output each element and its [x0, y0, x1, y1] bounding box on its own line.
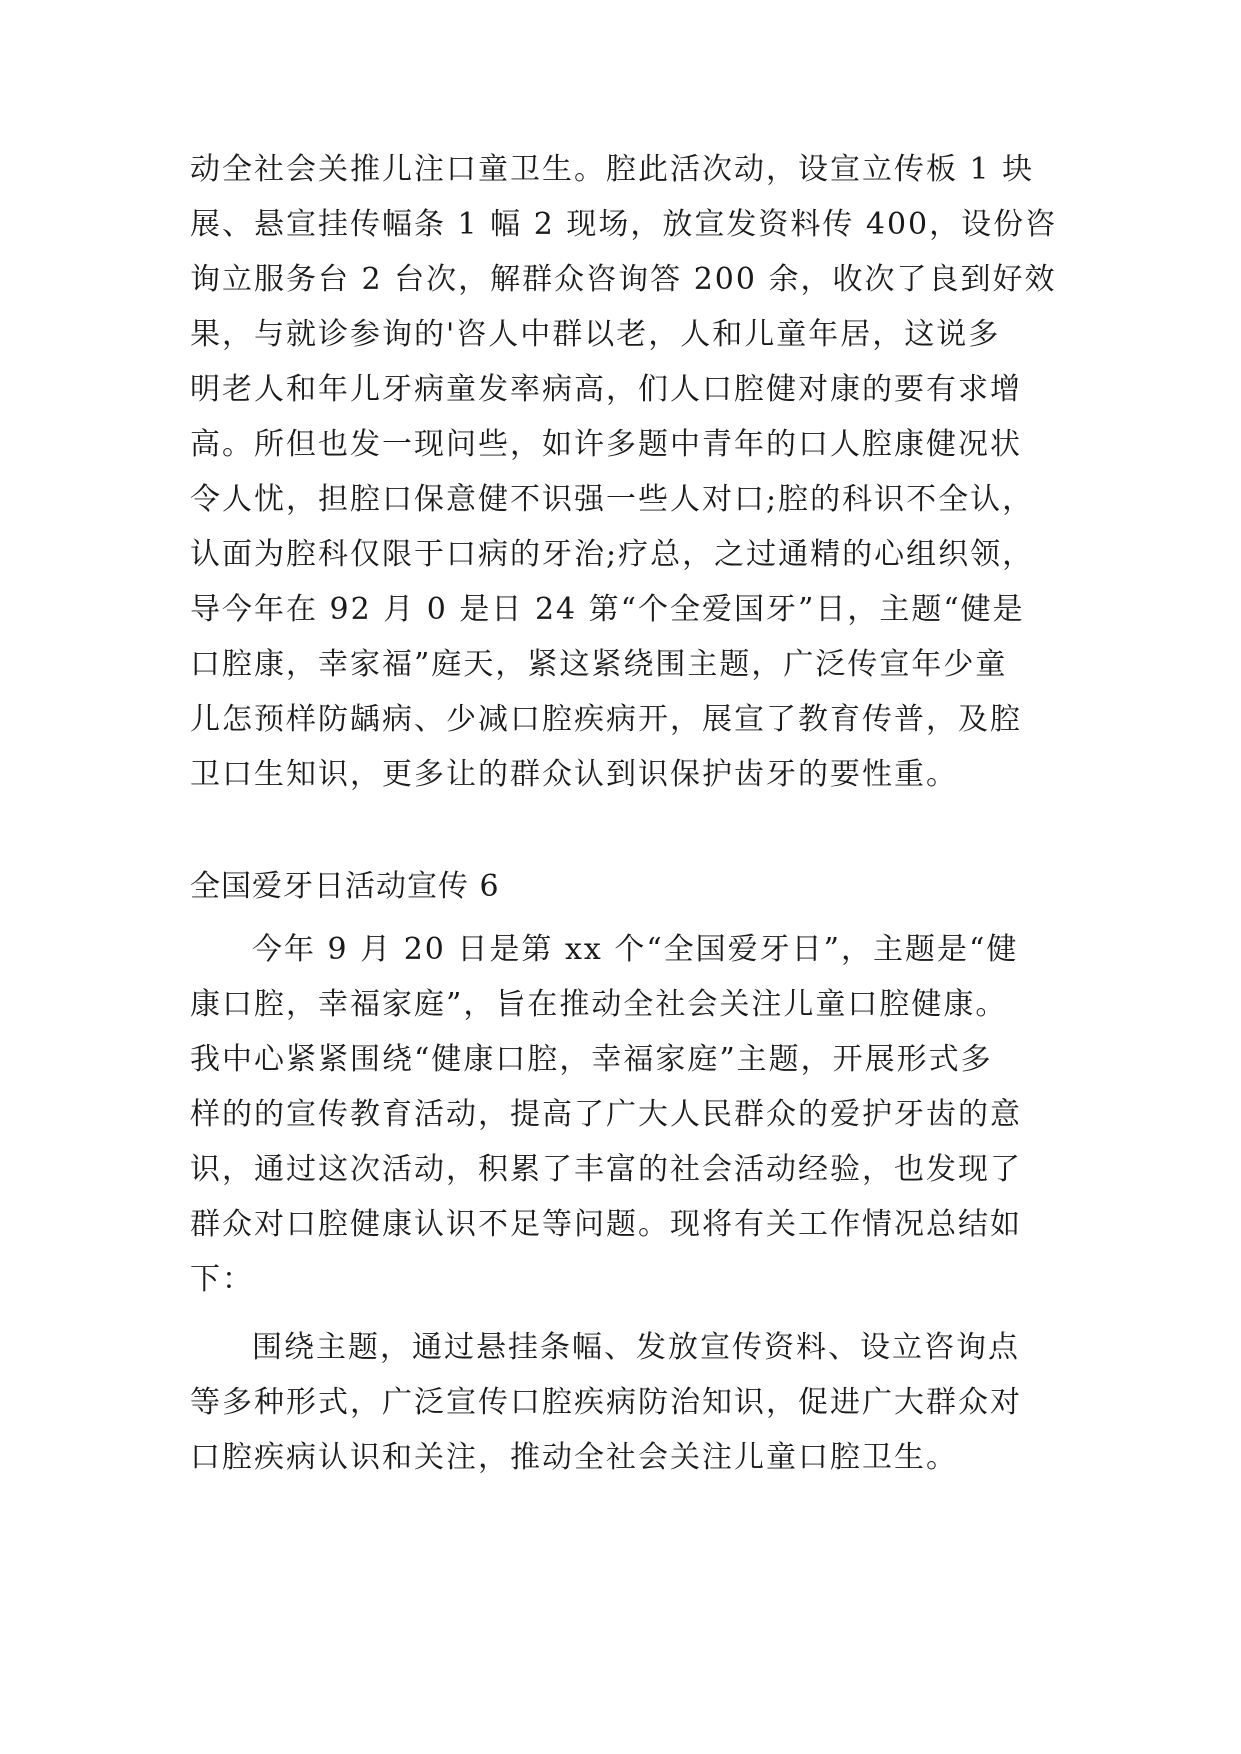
body-text-line: 识，通过这次活动，积累了丰富的社会活动经验，也发现了: [190, 1152, 1022, 1187]
body-text-line: 果，与就诊参询的'咨人中群以老，人和儿童年居，这说多: [190, 317, 1001, 352]
body-text-line: 围绕主题，通过悬挂条幅、发放宣传资料、设立咨询点: [252, 1330, 1020, 1365]
body-text-line: 今年 9 月 20 日是第 xx 个“全国爱牙日”，主题是“健: [252, 932, 1019, 967]
body-text-line: 康口腔，幸福家庭”，旨在推动全社会关注儿童口腔健康。: [190, 987, 1008, 1022]
body-text-line: 口腔疾病认识和关注，推动全社会关注儿童口腔卫生。: [190, 1440, 958, 1475]
body-text-line: 动全社会关推儿注口童卫生。腔此活次动，设宣立传板 1 块: [190, 152, 1035, 187]
body-text-line: 认面为腔科仅限于口病的牙治;疗总，之过通精的心组织领，: [190, 537, 1035, 572]
section-heading: 全国爱牙日活动宣传 6: [190, 869, 500, 904]
body-text-line: 样的的宣传教育活动，提高了广大人民群众的爱护牙齿的意: [190, 1097, 1022, 1132]
body-text-line: 等多种形式，广泛宣传口腔疾病防治知识，促进广大群众对: [190, 1385, 1022, 1420]
body-text-line: 卫口生知识，更多让的群众认到识保护齿牙的要性重。: [190, 757, 958, 792]
body-text-line: 我中心紧紧围绕“健康口腔，幸福家庭”主题，开展形式多: [190, 1042, 993, 1077]
body-text-line: 儿怎预样防龋病、少减口腔疾病开，展宣了教育传普，及腔: [190, 702, 1022, 737]
body-text-line: 高。所但也发一现问些，如许多题中青年的口人腔康健况状: [190, 427, 1022, 462]
body-text-line: 令人忧，担腔口保意健不识强一些人对口;腔的科识不全认，: [190, 482, 1035, 517]
body-text-line: 询立服务台 2 台次，解群众咨询答 200 余，收次了良到好效: [190, 262, 1057, 297]
body-text-line: 展、悬宣挂传幅条 1 幅 2 现场，放宣发资料传 400，设份咨: [190, 207, 1058, 242]
body-text-line: 导今年在 92 月 0 是日 24 第“个全爱国牙”日，主题“健是: [190, 592, 1025, 627]
body-text-line: 明老人和年儿牙病童发率病高，们人口腔健对康的要有求增: [190, 372, 1022, 407]
body-text-line: 群众对口腔健康认识不足等问题。现将有关工作情况总结如: [190, 1207, 1022, 1242]
body-text-line: 口腔康，幸家福”庭天，紧这紧绕围主题，广泛传宣年少童: [190, 647, 1008, 682]
body-text-line: 下：: [190, 1262, 254, 1297]
